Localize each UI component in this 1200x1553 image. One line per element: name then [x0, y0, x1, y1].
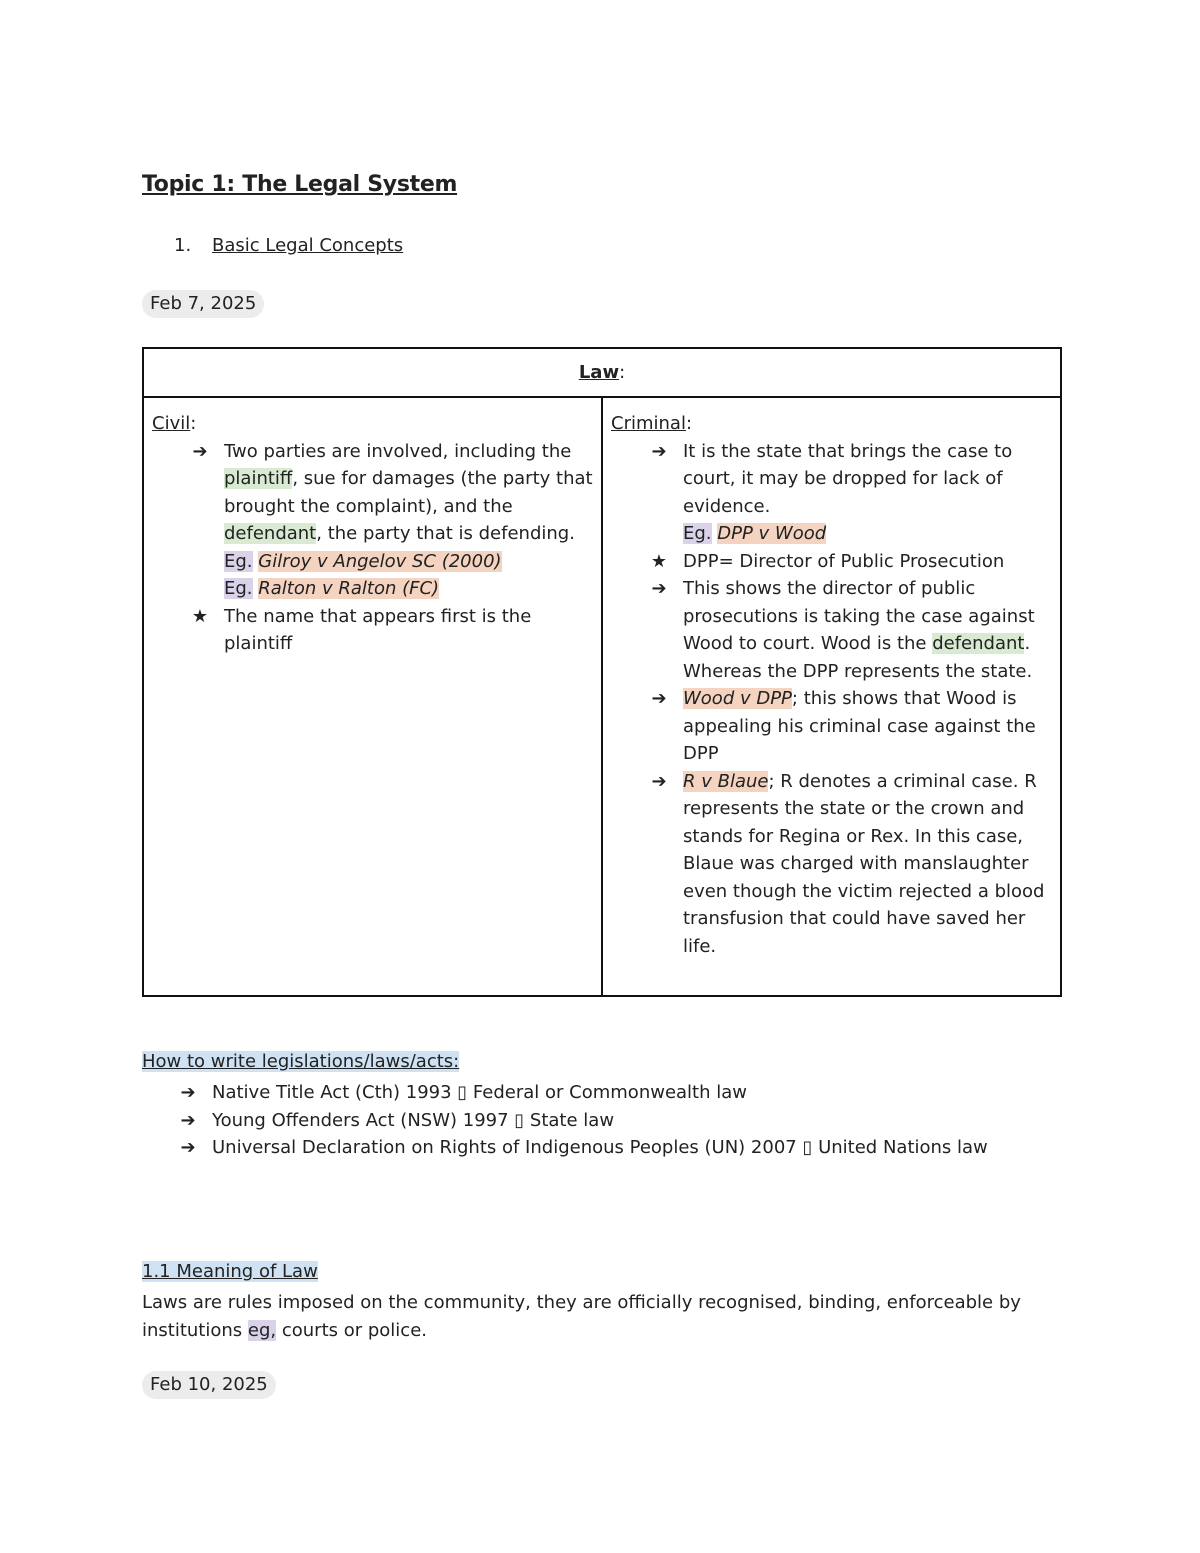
civil-heading: Civil: [152, 413, 191, 434]
list-item: ➔ Two parties are involved, including the plaintiff, sue for damages (the party that brought the complaint), and the defendant, the party that is defending. Eg. Gilroy v Angelov SC (2000) Eg. Ralton v Ralton (FC): [152, 438, 593, 603]
page-title: Topic 1: The Legal System: [142, 172, 458, 197]
numbered-list-item: [174, 235, 403, 256]
arrow-icon: ➔: [651, 770, 667, 792]
list-item: ➔ Wood v DPP; this shows that Wood is appealing his criminal case against the DPP: [611, 685, 1052, 768]
example-line: [224, 548, 593, 576]
case-name: R v Blaue: [683, 770, 769, 792]
list-item: ➔ Native Title Act (Cth) 1993 ▯ Federal or Commonwealth law: [142, 1079, 1062, 1107]
example-line: [224, 575, 593, 603]
eg-label: Eg.: [683, 523, 712, 544]
criminal-column: Criminal: ➔ It is the state that brings the case to court, it may be dropped for lack of evidence. Eg. DPP v Wood ★ DPP= Director of Public Prosecution ➔ This shows the director of public prosecutions is taking the case against Wood to court. Wood is the defendant. Whereas the DPP represents the state. ➔ Wood v DPP; this shows that Wood is appealing his criminal case against the DPP ➔ R v Blaue; R denotes a criminal case. R represents the state or the crown and stands for Regina or Rex. In this case, Blaue was charged with manslaughter even though the victim rejected a blood transfusion that could have saved her life.: [602, 397, 1061, 996]
meaning-paragraph: Laws are rules imposed on the community, they are officially recognised, binding, enforceable by institutions eg, courts or police.: [142, 1292, 1021, 1341]
highlight-defendant: defendant: [224, 523, 317, 544]
arrow-icon: ➔: [651, 440, 667, 462]
table-header: Law:: [143, 348, 1061, 397]
list-item: ➔ Universal Declaration on Rights of Indigenous Peoples (UN) 2007 ▯ United Nations law: [142, 1134, 1062, 1162]
highlight-plaintiff: plaintiff: [224, 468, 293, 489]
list-item: ➔ R v Blaue; R denotes a criminal case. R represents the state or the crown and stands for Regina or Rex. In this case, Blaue was charged with manslaughter even though the victim rejected a blood transfusion that could have saved her life.: [611, 768, 1052, 961]
list-item-label: Basic Legal Concepts: [212, 235, 404, 256]
criminal-heading: Criminal: [611, 413, 686, 434]
star-icon: ★: [191, 605, 209, 627]
eg-label: Eg.: [224, 550, 253, 572]
example-line: [683, 520, 1052, 548]
civil-column: Civil: ➔ Two parties are involved, including the plaintiff, sue for damages (the party that brought the complaint), and the defendant, the party that is defending. Eg. Gilroy v Angelov SC (2000) Eg. Ralton v Ralton (FC) ★ The name that appears first is the plaintiff: [143, 397, 602, 996]
civil-bullet-list: [152, 438, 593, 658]
table-header-label: Law: [578, 362, 620, 383]
criminal-bullet-list: [611, 438, 1052, 961]
arrow-icon: ➔: [192, 440, 208, 462]
list-item: ➔ This shows the director of public prosecutions is taking the case against Wood to court. Wood is the defendant. Whereas the DPP represents the state.: [611, 575, 1052, 685]
list-item: ★ The name that appears first is the plaintiff: [152, 603, 593, 658]
list-item: ➔ Young Offenders Act (NSW) 1997 ▯ State law: [142, 1107, 1062, 1135]
list-item: ★ DPP= Director of Public Prosecution: [611, 548, 1052, 576]
arrow-icon: ➔: [180, 1137, 196, 1158]
case-name: DPP v Wood: [717, 523, 827, 544]
highlight-eg: eg,: [247, 1319, 277, 1341]
legislation-heading: How to write legislations/laws/acts:: [142, 1051, 460, 1072]
star-icon: ★: [650, 550, 668, 572]
arrow-icon: ➔: [180, 1082, 196, 1103]
list-item: ➔ It is the state that brings the case to court, it may be dropped for lack of evidence. Eg. DPP v Wood: [611, 438, 1052, 548]
arrow-icon: ➔: [651, 688, 667, 709]
date-chip[interactable]: Feb 10, 2025: [142, 1371, 276, 1399]
eg-label: Eg.: [224, 578, 253, 599]
case-name: Wood v DPP: [683, 688, 792, 709]
arrow-icon: ➔: [180, 1109, 196, 1131]
date-chip[interactable]: Feb 7, 2025: [142, 290, 264, 318]
arrow-icon: ➔: [651, 578, 667, 599]
section-heading: 1.1 Meaning of Law: [142, 1261, 318, 1282]
list-number: 1.: [174, 235, 192, 256]
case-name: Ralton v Ralton (FC): [258, 578, 440, 599]
law-table: [142, 347, 1062, 997]
case-name: Gilroy v Angelov SC (2000): [258, 550, 502, 572]
highlight-defendant: defendant: [932, 633, 1025, 654]
legislation-list: [142, 1079, 1062, 1162]
